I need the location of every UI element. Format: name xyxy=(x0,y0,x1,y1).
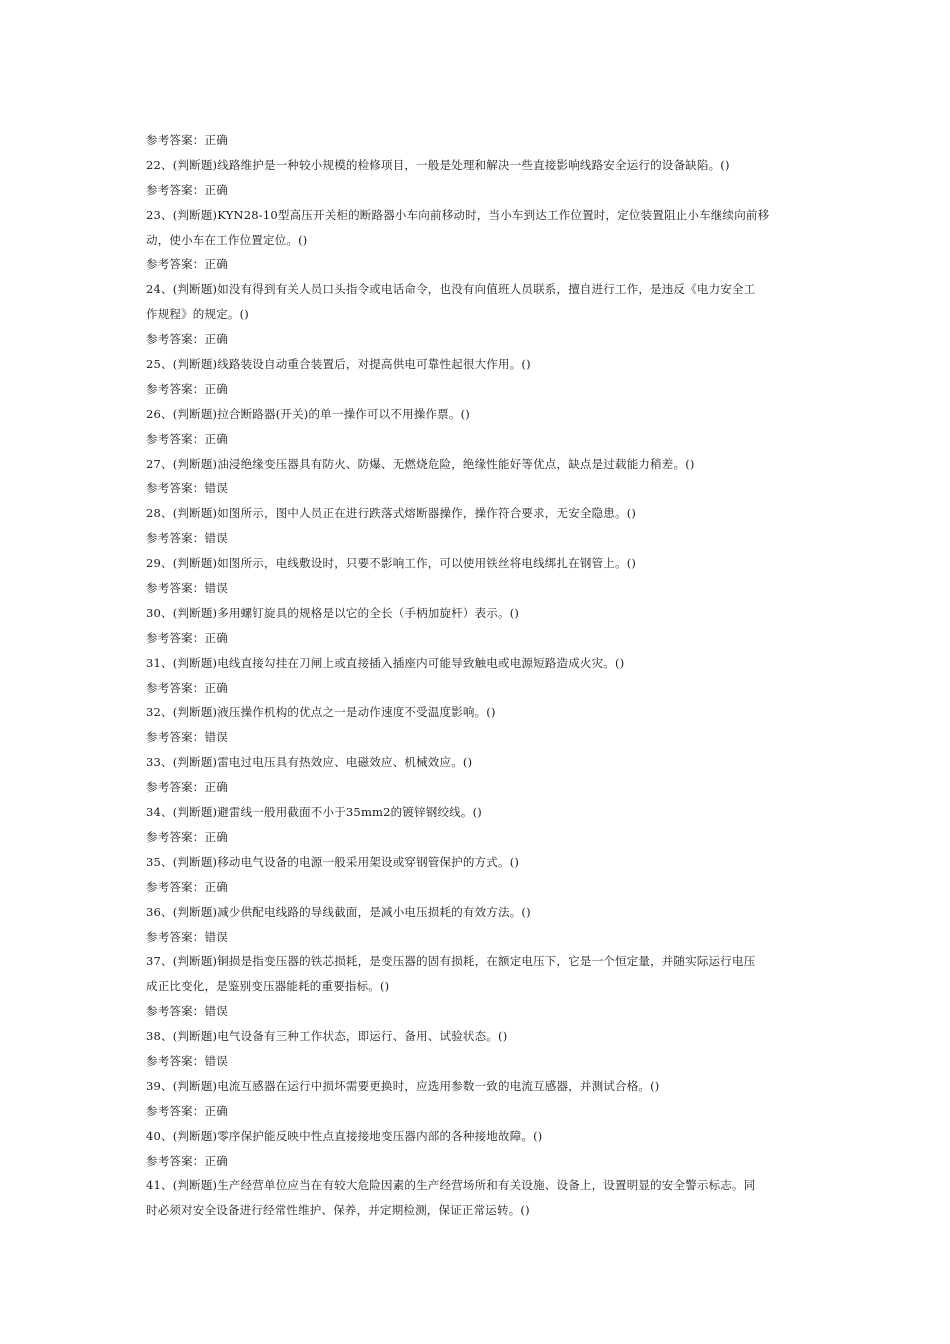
text-line-question-24: 24、(判断题)如没有得到有关人员口头指令或电话命令，也没有向值班人员联系，擅自进行工作，是违反《电力安全工 xyxy=(146,282,756,297)
document-page xyxy=(146,128,810,1223)
text-line-question-37: 37、(判断题)铜损是指变压器的铁芯损耗，是变压器的固有损耗，在额定电压下，它是一个恒定量，并随实际运行电压 xyxy=(146,954,756,969)
text-line-question-27: 27、(判断题)油浸绝缘变压器具有防火、防爆、无燃烧危险，绝缘性能好等优点，缺点是过载能力稍差。() xyxy=(146,456,695,471)
text-line-question-25: 25、(判断题)线路装设自动重合装置后，对提高供电可靠性起很大作用。() xyxy=(146,357,531,372)
text-line-answer: 参考答案：正确 xyxy=(146,630,228,645)
text-line-question-41-cont: 时必须对安全设备进行经常性维护、保养，并定期检测，保证正常运转。() xyxy=(146,1203,530,1218)
text-line-question-35: 35、(判断题)移动电气设备的电源一般采用架设或穿钢管保护的方式。() xyxy=(146,854,520,869)
text-line-question-24-cont: 作规程》的规定。() xyxy=(146,307,249,322)
text-line-question-26: 26、(判断题)拉合断路器(开关)的单一操作可以不用操作票。() xyxy=(146,406,470,421)
text-line-answer: 参考答案：错误 xyxy=(146,1004,228,1019)
text-line-question-36: 36、(判断题)减少供配电线路的导线截面，是减小电压损耗的有效方法。() xyxy=(146,904,531,919)
text-line-answer: 参考答案：错误 xyxy=(146,531,228,546)
text-line-answer: 参考答案：错误 xyxy=(146,730,228,745)
text-line-answer: 参考答案：正确 xyxy=(146,332,228,347)
text-line-question-23: 23、(判断题)KYN28-10型高压开关柜的断路器小车向前移动时，当小车到达工作位置时，定位装置阻止小车继续向前移 xyxy=(146,207,770,222)
text-line-question-39: 39、(判断题)电流互感器在运行中损坏需要更换时，应选用参数一致的电流互感器，并测试合格。() xyxy=(146,1078,660,1093)
text-line-answer: 参考答案：正确 xyxy=(146,780,228,795)
text-line-answer: 参考答案：错误 xyxy=(146,1053,228,1068)
text-line-answer: 参考答案：正确 xyxy=(146,680,228,695)
text-line-question-40: 40、(判断题)零序保护能反映中性点直接接地变压器内部的各种接地故障。() xyxy=(146,1128,543,1143)
text-line-question-30: 30、(判断题)多用螺钉旋具的规格是以它的全长（手柄加旋杆）表示。() xyxy=(146,605,520,620)
text-line-question-34: 34、(判断题)避雷线一般用截面不小于35mm2的镀锌钢绞线。() xyxy=(146,805,482,820)
text-line-question-32: 32、(判断题)液压操作机构的优点之一是动作速度不受温度影响。() xyxy=(146,705,496,720)
text-line-answer: 参考答案：错误 xyxy=(146,929,228,944)
text-line-question-22: 22、(判断题)线路维护是一种较小规模的检修项目，一般是处理和解决一些直接影响线路安全运行的设备缺陷。() xyxy=(146,157,730,172)
text-line-answer: 参考答案：错误 xyxy=(146,581,228,596)
text-line-question-41: 41、(判断题)生产经营单位应当在有较大危险因素的生产经营场所和有关设施、设备上，设置明显的安全警示标志。同 xyxy=(146,1178,756,1193)
text-line-question-33: 33、(判断题)雷电过电压具有热效应、电磁效应、机械效应。() xyxy=(146,755,473,770)
text-line-answer: 参考答案：正确 xyxy=(146,1153,228,1168)
text-line-question-29: 29、(判断题)如图所示，电线敷设时，只要不影响工作，可以使用铁丝将电线绑扎在钢管上。() xyxy=(146,556,637,571)
text-line-answer: 参考答案：正确 xyxy=(146,381,228,396)
text-line-question-28: 28、(判断题)如图所示，图中人员正在进行跌落式熔断器操作，操作符合要求，无安全隐患。() xyxy=(146,506,637,521)
text-line-answer: 参考答案：正确 xyxy=(146,133,228,147)
text-line-answer: 参考答案：正确 xyxy=(146,1103,228,1118)
text-line-question-23-cont: 动，使小车在工作位置定位。() xyxy=(146,232,308,247)
text-line-answer: 参考答案：正确 xyxy=(146,257,228,272)
text-line-question-31: 31、(判断题)电线直接勾挂在刀闸上或直接插入插座内可能导致触电或电源短路造成火灾。() xyxy=(146,655,625,670)
text-line-answer: 参考答案：正确 xyxy=(146,182,228,197)
text-line-answer: 参考答案：正确 xyxy=(146,879,228,894)
text-line-answer: 参考答案：错误 xyxy=(146,481,228,496)
text-line-question-37-cont: 成正比变化，是鉴别变压器能耗的重要指标。() xyxy=(146,979,390,994)
text-line-answer: 参考答案：正确 xyxy=(146,829,228,844)
text-line-answer: 参考答案：正确 xyxy=(146,431,228,446)
text-line-question-38: 38、(判断题)电气设备有三种工作状态，即运行、备用、试验状态。() xyxy=(146,1029,508,1044)
